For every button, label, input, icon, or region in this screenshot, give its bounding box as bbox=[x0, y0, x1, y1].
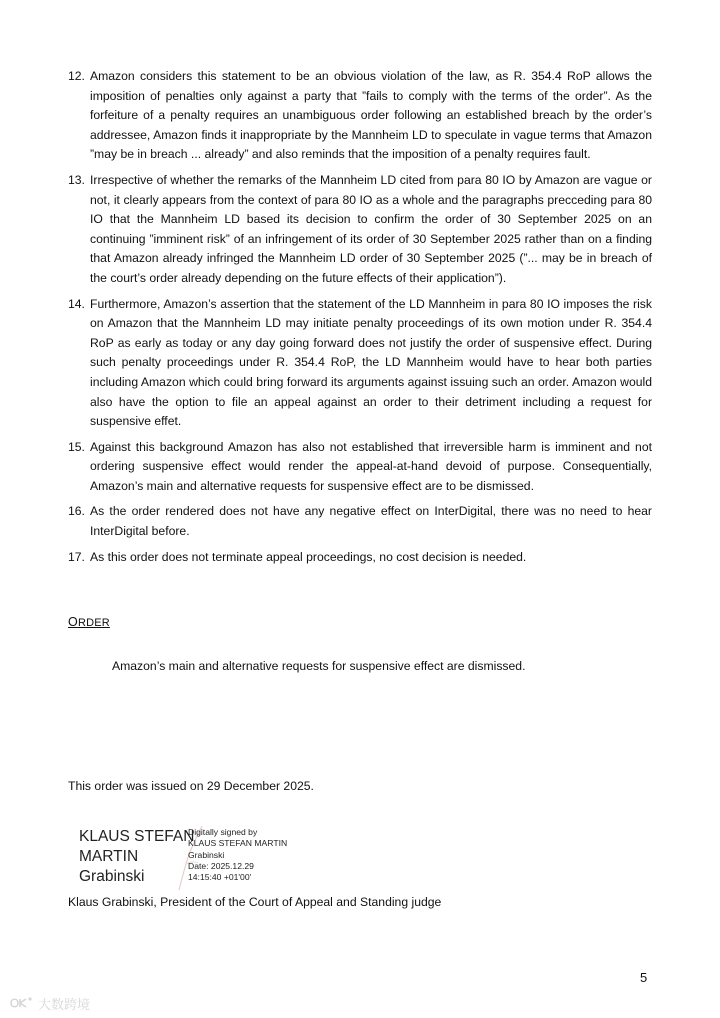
issued-date-line: This order was issued on 29 December 2025. bbox=[68, 779, 314, 793]
order-heading-initial: O bbox=[68, 615, 78, 629]
paragraph-text: Furthermore, Amazon’s assertion that the statement of the LD Mannheim in para 80 IO imposes the risk on Amazon that the Mannheim LD may initiate penalty proceedings of its own motion under R. 354.4 RoP as early as today or any day going forward does not justify the order of suspensive effect. During such penalty proceedings under R. 354.4 RoP, the LD Mannheim would have to hear both parties including Amazon which could bring forward its arguments against issuing such an order. Amazon would also have the option to file an appeal against an order to their detriment including a request for suspensive effet. bbox=[90, 296, 652, 429]
signature-name-line: KLAUS STEFAN bbox=[79, 828, 195, 845]
signer-line: Klaus Grabinski, President of the Court of Appeal and Standing judge bbox=[68, 895, 442, 909]
paragraph-number: 17. bbox=[68, 549, 85, 564]
order-text: Amazon’s main and alternative requests for suspensive effect are dismissed. bbox=[112, 659, 526, 673]
paragraph-text: As the order rendered does not have any negative effect on InterDigital, there was no need to hear InterDigital before. bbox=[90, 504, 652, 539]
paragraph-17 bbox=[68, 548, 652, 568]
watermark bbox=[8, 994, 90, 1012]
digital-signature-block bbox=[76, 824, 306, 894]
paragraph-number: 12. bbox=[68, 69, 85, 83]
order-heading-rest: RDER bbox=[77, 617, 110, 629]
paragraph-14 bbox=[68, 295, 652, 432]
watermark-logo-icon bbox=[8, 995, 34, 1011]
page-number: 5 bbox=[640, 970, 648, 985]
signature-detail-line: Grabinski bbox=[188, 849, 225, 860]
signature-name-line: MARTIN bbox=[79, 848, 139, 865]
signature-detail-line: Date: 2025.12.29 bbox=[188, 860, 254, 871]
paragraph-text: As this order does not terminate appeal proceedings, no cost decision is needed. bbox=[90, 549, 527, 564]
paragraph-text: Against this background Amazon has also not established that irreversible harm is imminent and not ordering suspensive effect would render the appeal-at-hand devoid of purpose. Consequentially, Amazon’s main and alternative requests for suspensive effect are to be dismissed. bbox=[90, 439, 652, 493]
paragraph-13 bbox=[68, 171, 652, 289]
paragraph-text: Irrespective of whether the remarks of the Mannheim LD cited from para 80 IO by Amazon are vague or not, it clearly appears from the context of para 80 IO as a whole and the paragraphs precceding para 80 IO that the Mannheim LD based its decision to confirm the order of 30 September 2025 on an continuing ”imminent risk” of an infringement of its order of 30 September 2025 rather than on a finding that Amazon already infringed the Mannheim LD order of 30 September 2025 (”... may be in breach of the court’s order already depending on the future effects of their application”). bbox=[90, 172, 652, 285]
paragraph-16 bbox=[68, 502, 652, 541]
paragraph-number: 15. bbox=[68, 439, 85, 454]
numbered-paragraphs bbox=[68, 67, 652, 573]
signature-detail-line: 14:15:40 +01'00' bbox=[188, 872, 252, 883]
paragraph-number: 14. bbox=[68, 296, 85, 311]
paragraph-number: 13. bbox=[68, 172, 85, 187]
signature-name-line: Grabinski bbox=[79, 868, 145, 885]
paragraph-12 bbox=[68, 67, 652, 165]
paragraph-text: Amazon considers this statement to be an obvious violation of the law, as R. 354.4 RoP allows the imposition of penalties only against a party that ”fails to comply with the terms of the order”. As the forfeiture of a penalty requires an unambiguous order following an established breach by the order’s addressee, Amazon finds it inappropriate by the Mannheim LD to speculate in vague terms that Amazon ”may be in breach ... already” and also reminds that the imposition of a penalty requires fault. bbox=[90, 69, 652, 162]
signature-detail-line: KLAUS STEFAN MARTIN bbox=[188, 838, 288, 849]
order-heading bbox=[68, 615, 110, 629]
signature-detail-line: Digitally signed by bbox=[188, 827, 258, 837]
watermark-text: 大数跨境 bbox=[38, 996, 91, 1012]
paragraph-number: 16. bbox=[68, 504, 85, 519]
paragraph-15 bbox=[68, 438, 652, 497]
signature-details bbox=[188, 827, 287, 883]
